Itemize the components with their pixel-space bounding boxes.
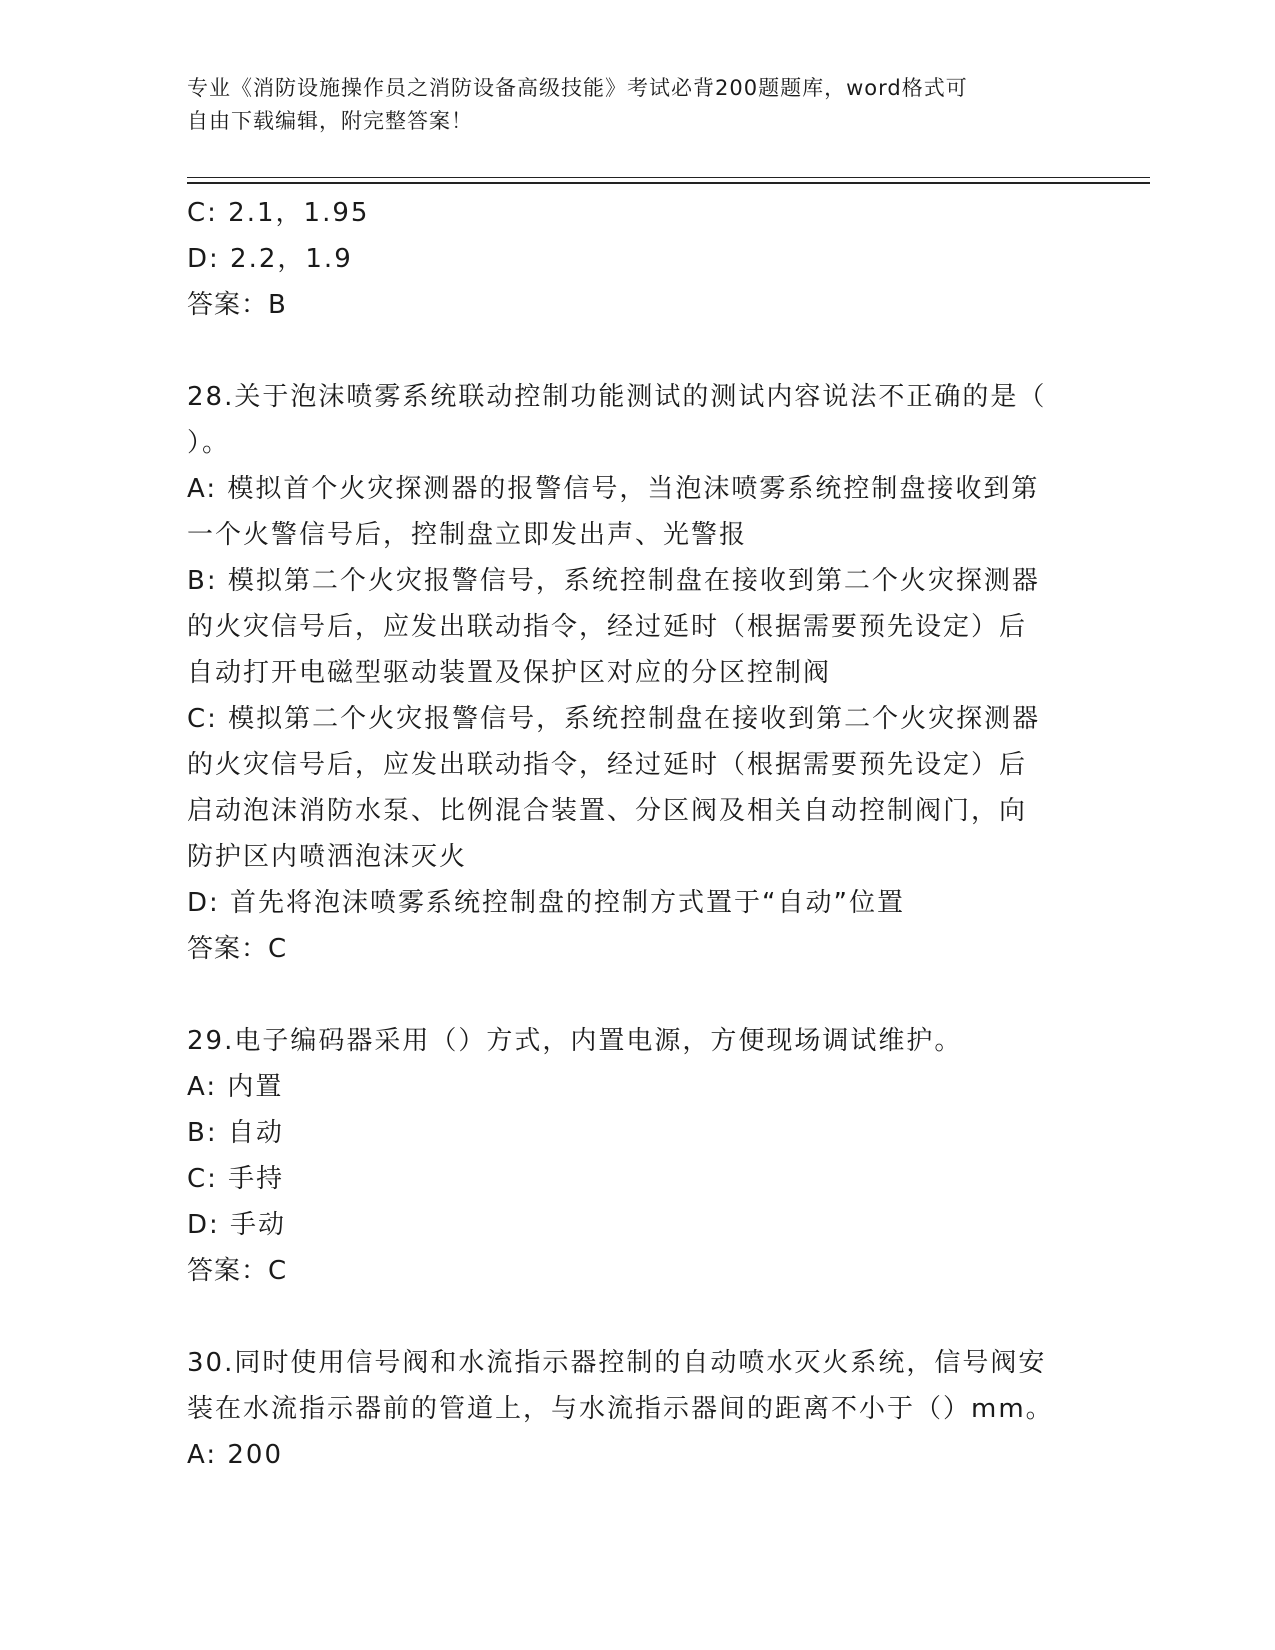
option-d: D: 2.2，1.9 xyxy=(187,244,353,274)
option-b: 自动打开电磁型驱动装置及保护区对应的分区控制阀 xyxy=(187,658,832,688)
header-divider-top xyxy=(187,177,1150,178)
spacer xyxy=(187,972,1087,1018)
question-28 xyxy=(187,374,1087,972)
option-c: 的火灾信号后，应发出联动指令，经过延时（根据需要预先设定）后 xyxy=(187,750,1028,780)
option-d: D: 手动 xyxy=(187,1210,287,1240)
spacer xyxy=(187,1294,1087,1340)
header-line-1: 专业《消防设施操作员之消防设备高级技能》考试必背200题题库，word格式可 xyxy=(187,76,968,100)
question-content xyxy=(187,190,1087,1478)
option-a: 一个火警信号后，控制盘立即发出声、光警报 xyxy=(187,520,748,550)
option-b: 的火灾信号后，应发出联动指令，经过延时（根据需要预先设定）后 xyxy=(187,612,1028,642)
option-a: A: 200 xyxy=(187,1440,283,1470)
option-c: C: 手持 xyxy=(187,1164,285,1194)
option-c: 防护区内喷洒泡沫灭火 xyxy=(187,842,468,872)
option-d: D: 首先将泡沫喷雾系统控制盘的控制方式置于“自动”位置 xyxy=(187,888,905,918)
question-29 xyxy=(187,1018,1087,1294)
header-divider-bottom xyxy=(187,182,1150,184)
question-30 xyxy=(187,1340,1087,1478)
spacer xyxy=(187,328,1087,374)
question-stem: ）。 xyxy=(187,428,231,458)
question-stem: 30.同时使用信号阀和水流指示器控制的自动喷水灭火系统，信号阀安 xyxy=(187,1348,1047,1378)
option-b: B: 自动 xyxy=(187,1118,284,1148)
option-c: C: 2.1，1.95 xyxy=(187,198,370,228)
option-c: C: 模拟第二个火灾报警信号，系统控制盘在接收到第二个火灾探测器 xyxy=(187,704,1041,734)
question-stem: 29.电子编码器采用（）方式，内置电源，方便现场调试维护。 xyxy=(187,1026,963,1056)
option-b: B: 模拟第二个火灾报警信号，系统控制盘在接收到第二个火灾探测器 xyxy=(187,566,1040,596)
document-header xyxy=(187,72,1067,138)
answer: 答案：B xyxy=(187,290,287,320)
question-stem: 装在水流指示器前的管道上，与水流指示器间的距离不小于（）mm。 xyxy=(187,1394,1054,1424)
question-27-tail xyxy=(187,190,1087,328)
answer: 答案：C xyxy=(187,1256,288,1286)
option-a: A: 内置 xyxy=(187,1072,284,1102)
option-a: A: 模拟首个火灾探测器的报警信号，当泡沫喷雾系统控制盘接收到第 xyxy=(187,474,1040,504)
header-line-2: 自由下载编辑，附完整答案！ xyxy=(187,109,473,133)
answer: 答案：C xyxy=(187,934,288,964)
option-c: 启动泡沫消防水泵、比例混合装置、分区阀及相关自动控制阀门，向 xyxy=(187,796,1028,826)
question-stem: 28.关于泡沫喷雾系统联动控制功能测试的测试内容说法不正确的是（ xyxy=(187,382,1047,412)
